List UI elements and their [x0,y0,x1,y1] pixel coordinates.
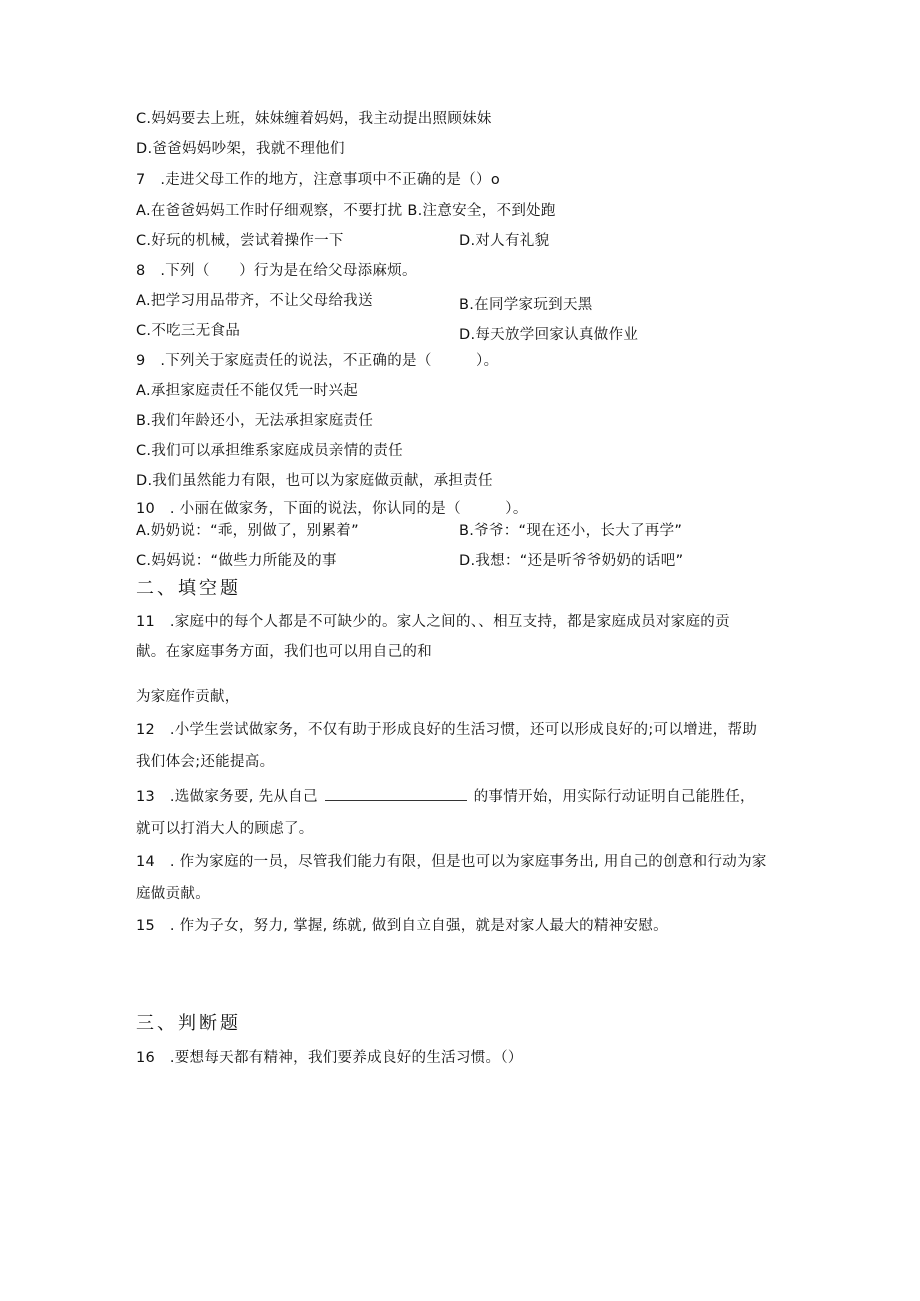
question-11-line-2: 献。在家庭事务方面，我们也可以用自己的和 [136,644,432,660]
question-8-option-a: A.把学习用品带齐，不让父母给我送 [136,293,373,309]
question-9-option-c: C.我们可以承担维系家庭成员亲情的责任 [136,443,403,459]
question-9-option-d: D.我们虽然能力有限，也可以为家庭做贡献，承担责任 [136,473,493,489]
question-10-option-b: B.爷爷：“现在还小，长大了再学” [459,523,683,539]
question-11-line-3: 为家庭作贡献， [136,689,240,705]
question-9-option-a: A.承担家庭责任不能仅凭一时兴起 [136,383,359,399]
question-16: 16 .要想每天都有精神，我们要养成良好的生活习惯。（） [136,1050,523,1066]
question-7-option-c: C.好玩的机械，尝试着操作一下 [136,233,344,249]
question-10-option-c: C.妈妈说：“做些力所能及的事 [136,553,337,569]
question-9: 9 .下列关于家庭责任的说法，不正确的是（ ）。 [136,353,499,369]
question-7-options-ab: A.在爸爸妈妈工作时仔细观察，不要打扰 B.注意安全，不到处跑 [136,203,556,219]
question-13-text-a: 13 .选做家务要, 先从自己 [136,789,318,805]
answer-blank [325,786,467,801]
question-10: 10 . 小丽在做家务，下面的说法，你认同的是（ ）。 [136,501,528,517]
question-7-option-d: D.对人有礼貌 [459,233,550,249]
section-fill-in-title: 二、填空题 [136,578,241,599]
question-13-line-2: 就可以打消大人的顾虑了。 [136,821,314,837]
question-13-text-b: 的事情开始，用实际行动证明自己能胜任， [473,789,755,805]
question-12-line-1: 12 .小学生尝试做家务，不仅有助于形成良好的生活习惯，还可以形成良好的;可以增进，帮助 [136,722,758,738]
question-15: 15 . 作为子女，努力, 掌握, 练就, 做到自立自强，就是对家人最大的精神安慰。 [136,918,668,934]
question-8-option-d: D.每天放学回家认真做作业 [459,327,639,343]
question-8-option-b: B.在同学家玩到天黑 [459,297,593,313]
question-9-option-b: B.我们年龄还小，无法承担家庭责任 [136,413,374,429]
question-7: 7 .走进父母工作的地方，注意事项中不正确的是（）o [136,172,501,188]
question-10-option-d: D.我想：“还是听爷爷奶奶的话吧” [459,553,684,569]
question-8-option-c: C.不吃三无食品 [136,323,241,339]
question-12-line-2: 我们体会;还能提高。 [136,754,275,770]
question-14-line-2: 庭做贡献。 [136,886,210,902]
question-11-line-1: 11 .家庭中的每个人都是不可缺少的。家人之间的、、相互支持，都是家庭成员对家庭的贡 [136,614,730,630]
question-8: 8 .下列（ ）行为是在给父母添麻烦。 [136,263,417,279]
question-13-line-1 [136,786,755,807]
question-10-option-a: A.奶奶说：“乖，别做了，别累着” [136,523,359,539]
section-judgment-title: 三、判断题 [136,1013,241,1034]
question-14-line-1: 14 . 作为家庭的一员，尽管我们能力有限，但是也可以为家庭事务出, 用自己的创意和行动为家 [136,854,767,870]
question-6-option-c: C.妈妈要去上班，妹妹缠着妈妈，我主动提出照顾妹妹 [136,111,492,127]
question-6-option-d: D.爸爸妈妈吵架，我就不理他们 [136,141,345,157]
